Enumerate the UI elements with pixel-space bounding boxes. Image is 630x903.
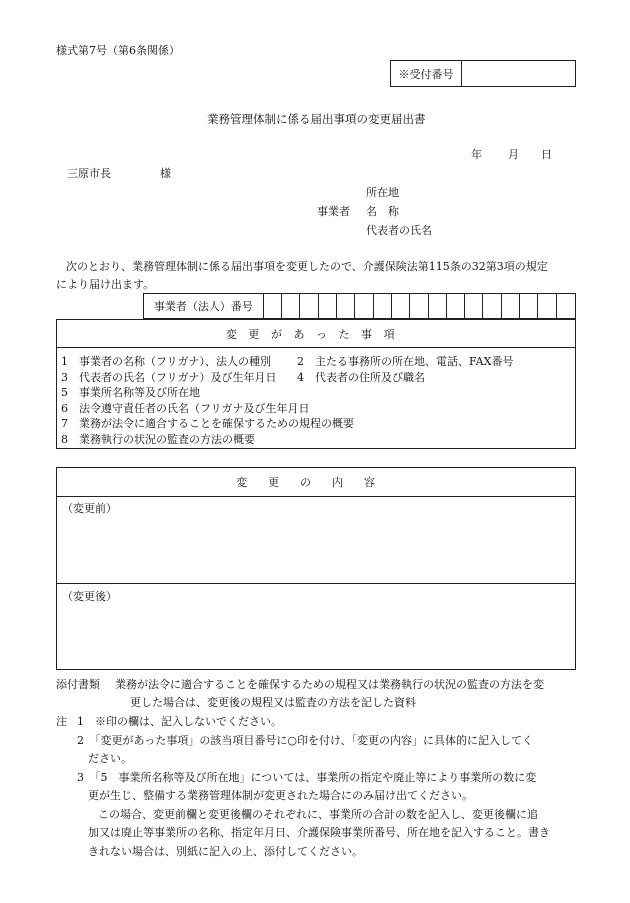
change-content-box [56,467,576,670]
applicant-name-label: 名 称 [366,205,399,218]
body-text-line1: 次のとおり、業務管理体制に係る届出事項を変更したので、介護保険法第115条の32第3項の規定 [66,260,548,273]
list-item[interactable]: 8 業務執行の状況の監査の方法の概要 [61,432,255,446]
reg-digit-cell[interactable] [392,294,410,318]
note-3-para-line3: きれない場合は、別紙に記入の上、添付してください。 [88,845,363,858]
note-3-para-line1: この場合、変更前欄と変更後欄のそれぞれに、事業所の合計の数を記入し、変更後欄に追 [98,808,538,821]
date-day: 日 [541,148,552,161]
note-2-line2: ださい。 [88,752,132,765]
date-month: 月 [508,148,519,161]
list-item[interactable]: 6 法令遵守責任者の氏名（フリガナ及び生年月日 [61,401,310,415]
reg-digit-cell[interactable] [520,294,538,318]
after-change-section[interactable] [57,584,575,671]
document-title: 業務管理体制に係る届出事項の変更届出書 [207,112,426,126]
list-item[interactable]: 4 代表者の住所及び職名 [297,370,425,384]
applicant-address-label: 所在地 [366,186,399,199]
attachments-line1: 業務が法令に適合することを確保するための規程又は業務執行の状況の監査の方法を変 [115,678,544,691]
form-number: 様式第7号（第6条関係） [56,44,180,57]
changed-items-header: 変更があった事項 [57,320,575,348]
applicant-label: 事業者 [317,205,350,218]
attachments-line2: 更した場合は、変更後の規程又は監査の方法を記した資料 [130,696,416,709]
notes-label: 注 [56,715,67,728]
addressee-name: 三原市長 [67,167,111,180]
reg-digit-cell[interactable] [447,294,465,318]
list-item[interactable]: 1 事業者の名称（フリガナ）、法人の種別 [61,355,271,368]
reg-digit-cell[interactable] [282,294,300,318]
applicant-rep-label: 代表者の氏名 [366,224,432,237]
reg-digit-cell[interactable] [483,294,501,318]
receipt-number-field[interactable] [462,61,575,86]
note-2-line1: 2 「変更があった事項」の該当項目番号に○印を付け、「変更の内容」に具体的に記入してく [77,734,534,747]
changed-items-list [57,348,575,447]
body-text-line2: により届け出ます。 [56,278,155,291]
addressee-honorific: 様 [160,167,171,180]
reg-digit-cell[interactable] [264,294,282,318]
attachments-label: 添付書類 [56,678,100,691]
reg-digit-cell[interactable] [502,294,520,318]
note-3-line2: 更が生じ、整備する業務管理体制が変更された場合にのみ届け出てください。 [88,789,473,802]
reg-digit-cell[interactable] [374,294,392,318]
reg-digit-cell[interactable] [337,294,355,318]
reg-digit-cell[interactable] [557,294,575,318]
after-change-label: （変更後） [62,590,117,603]
reg-digit-cell[interactable] [300,294,318,318]
list-item[interactable]: 3 代表者の氏名（フリガナ）及び生年月日 [61,370,277,384]
list-item[interactable]: 5 事業所名称等及び所在地 [61,386,200,399]
registration-number-label: 事業者（法人）番号 [144,294,264,318]
note-1: 1 ※印の欄は、記入しないでください。 [77,715,282,728]
reg-digit-cell[interactable] [355,294,373,318]
before-change-section[interactable] [57,496,575,584]
list-item[interactable]: 2 主たる事務所の所在地、電話、FAX番号 [297,355,514,368]
change-content-header: 変更の内容 [57,468,575,497]
reg-digit-cell[interactable] [538,294,556,318]
receipt-number-label: ※受付番号 [391,61,462,86]
changed-items-box [56,319,576,449]
receipt-number-box [390,60,576,87]
reg-digit-cell[interactable] [429,294,447,318]
reg-digit-cell[interactable] [319,294,337,318]
list-item[interactable]: 7 業務が法令に適合することを確保するための規程の概要 [61,417,354,430]
before-change-label: （変更前） [62,502,117,515]
date-year: 年 [471,148,482,161]
registration-number-box [143,293,576,319]
reg-digit-cell[interactable] [410,294,428,318]
note-3-line1: 3 「5 事業所名称等及び所在地」については、事業所の指定や廃止等により事業所の数に変 [77,771,537,784]
reg-digit-cell[interactable] [465,294,483,318]
note-3-para-line2: 加又は廃止等事業所の名称、指定年月日、介護保険事業所番号、所在地を記入すること。書き [88,826,550,839]
